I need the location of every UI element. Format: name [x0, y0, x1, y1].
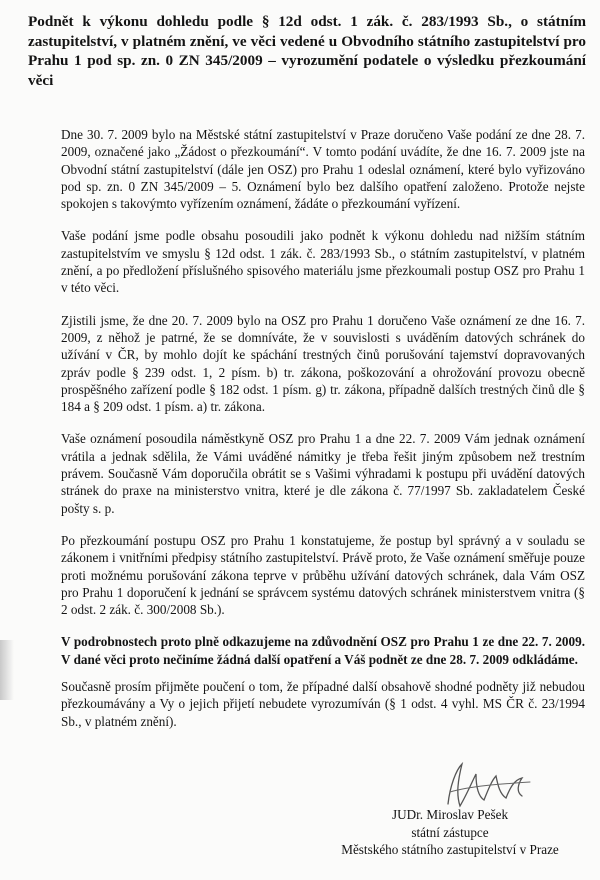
- paragraph-response: Vaše oznámení posoudila náměstkyně OSZ pro Prahu 1 a dne 22. 7. 2009 Vám jednak oznámení vrátila a jednak sdělila, že Vámi uváděné námitky je třeba řešit jiným způsobem než trestním právem. Současně Vám doporučila obrátit se s Vašimi výhradami k postupu při uvádění datových stránek do praxe na ministerstvo vnitra, které je dle zákona č. 77/1997 Sb. zakladatelem České pošty s. p.: [61, 431, 585, 516]
- document-heading: Podnět k výkonu dohledu podle § 12d odst. 1 zák. č. 283/1993 Sb., o státním zastupitelství, v platném znění, ve věci vedené u Obvodního státního zastupitelství pro Prahu 1 pod sp. zn. 0 ZN 345/2009 – vyrozumění podatele o výsledku přezkoumání věci: [28, 13, 586, 89]
- paragraph-notice: Současně prosím přijměte poučení o tom, že případné další obsahově shodné podněty již nebudou přezkoumávány a Vy o jejich přijetí nebudete vyrozumíván (§ 1 odst. 4 vyhl. MS ČR č. 23/1994 Sb., v platném znění).: [61, 679, 585, 729]
- document-body: [61, 126, 585, 745]
- paragraph-conclusion: V podrobnostech proto plně odkazujeme na zdůvodnění OSZ pro Prahu 1 ze dne 22. 7. 2009. V dané věci proto nečiníme žádná další opatření a Váš podnět ze dne 28. 7. 2009 odkládáme.: [61, 634, 585, 667]
- scan-shadow: [0, 640, 14, 700]
- signature-block: [320, 806, 580, 859]
- paragraph-submission: Dne 30. 7. 2009 bylo na Městské státní zastupitelství v Praze doručeno Vaše podání ze dne 28. 7. 2009, označené jako „Žádost o přezkoumání“. V tomto podání uvádíte, že dne 16. 7. 2009 jste na Obvodní státní zastupitelství (dále jen OSZ) pro Prahu 1 odeslal oznámení, které bylo vyřizováno pod sp. zn. 0 ZN 345/2009 – 5. Oznámení bylo bez dalšího opatření založeno. Protože nejste spokojen s takovýmto vyřízením oznámení, žádáte o přezkoumání vyřízení.: [61, 127, 585, 212]
- signatory-name: JUDr. Miroslav Pešek: [391, 807, 509, 822]
- paragraph-findings: Zjistili jsme, že dne 20. 7. 2009 bylo na OSZ pro Prahu 1 doručeno Vaše oznámení ze dne 16. 7. 2009, z něhož je patrné, že se domníváte, že v souvislosti s uváděním datových schránek do užívání v ČR, by mohlo dojít ke spáchání trestných činů porušování tajemství dopravovaných zpráv podle § 239 odst. 1, 2 písm. b) tr. zákona, poškozování a ohrožování provozu obecně prospěšného zařízení podle § 182 odst. 1 písm. g) tr. zákona, případně dalších trestných činů dle § 184 a § 209 odst. 1 písm. a) tr. zákona.: [61, 312, 585, 415]
- signatory-office: Městského státního zastupitelství v Praze: [341, 842, 559, 857]
- paragraph-review: Po přezkoumání postupu OSZ pro Prahu 1 konstatujeme, že postup byl správný a v souladu se zákonem i vnitřními předpisy státního zastupitelství. Právě proto, že Vaše oznámení směřuje pouze proti možnému porušování zákona teprve v průběhu užívání datových schránek, dala Vám OSZ pro Prahu 1 doporučení k jednání se správcem systému datových schránek ministerstvem vnitra (§ 2 odst. 2 zák. č. 300/2008 Sb.).: [61, 532, 585, 618]
- paragraph-assessment: Vaše podání jsme podle obsahu posoudili jako podnět k výkonu dohledu nad nižším státním zastupitelstvím ve smyslu § 12d odst. 1 zák. č. 283/1993 Sb., o státním zastupitelství, v platném znění, a po předložení příslušného spisového materiálu jsme přezkoumali postup OSZ pro Prahu 1 v této věci.: [61, 228, 585, 296]
- signatory-title: státní zástupce: [411, 824, 489, 840]
